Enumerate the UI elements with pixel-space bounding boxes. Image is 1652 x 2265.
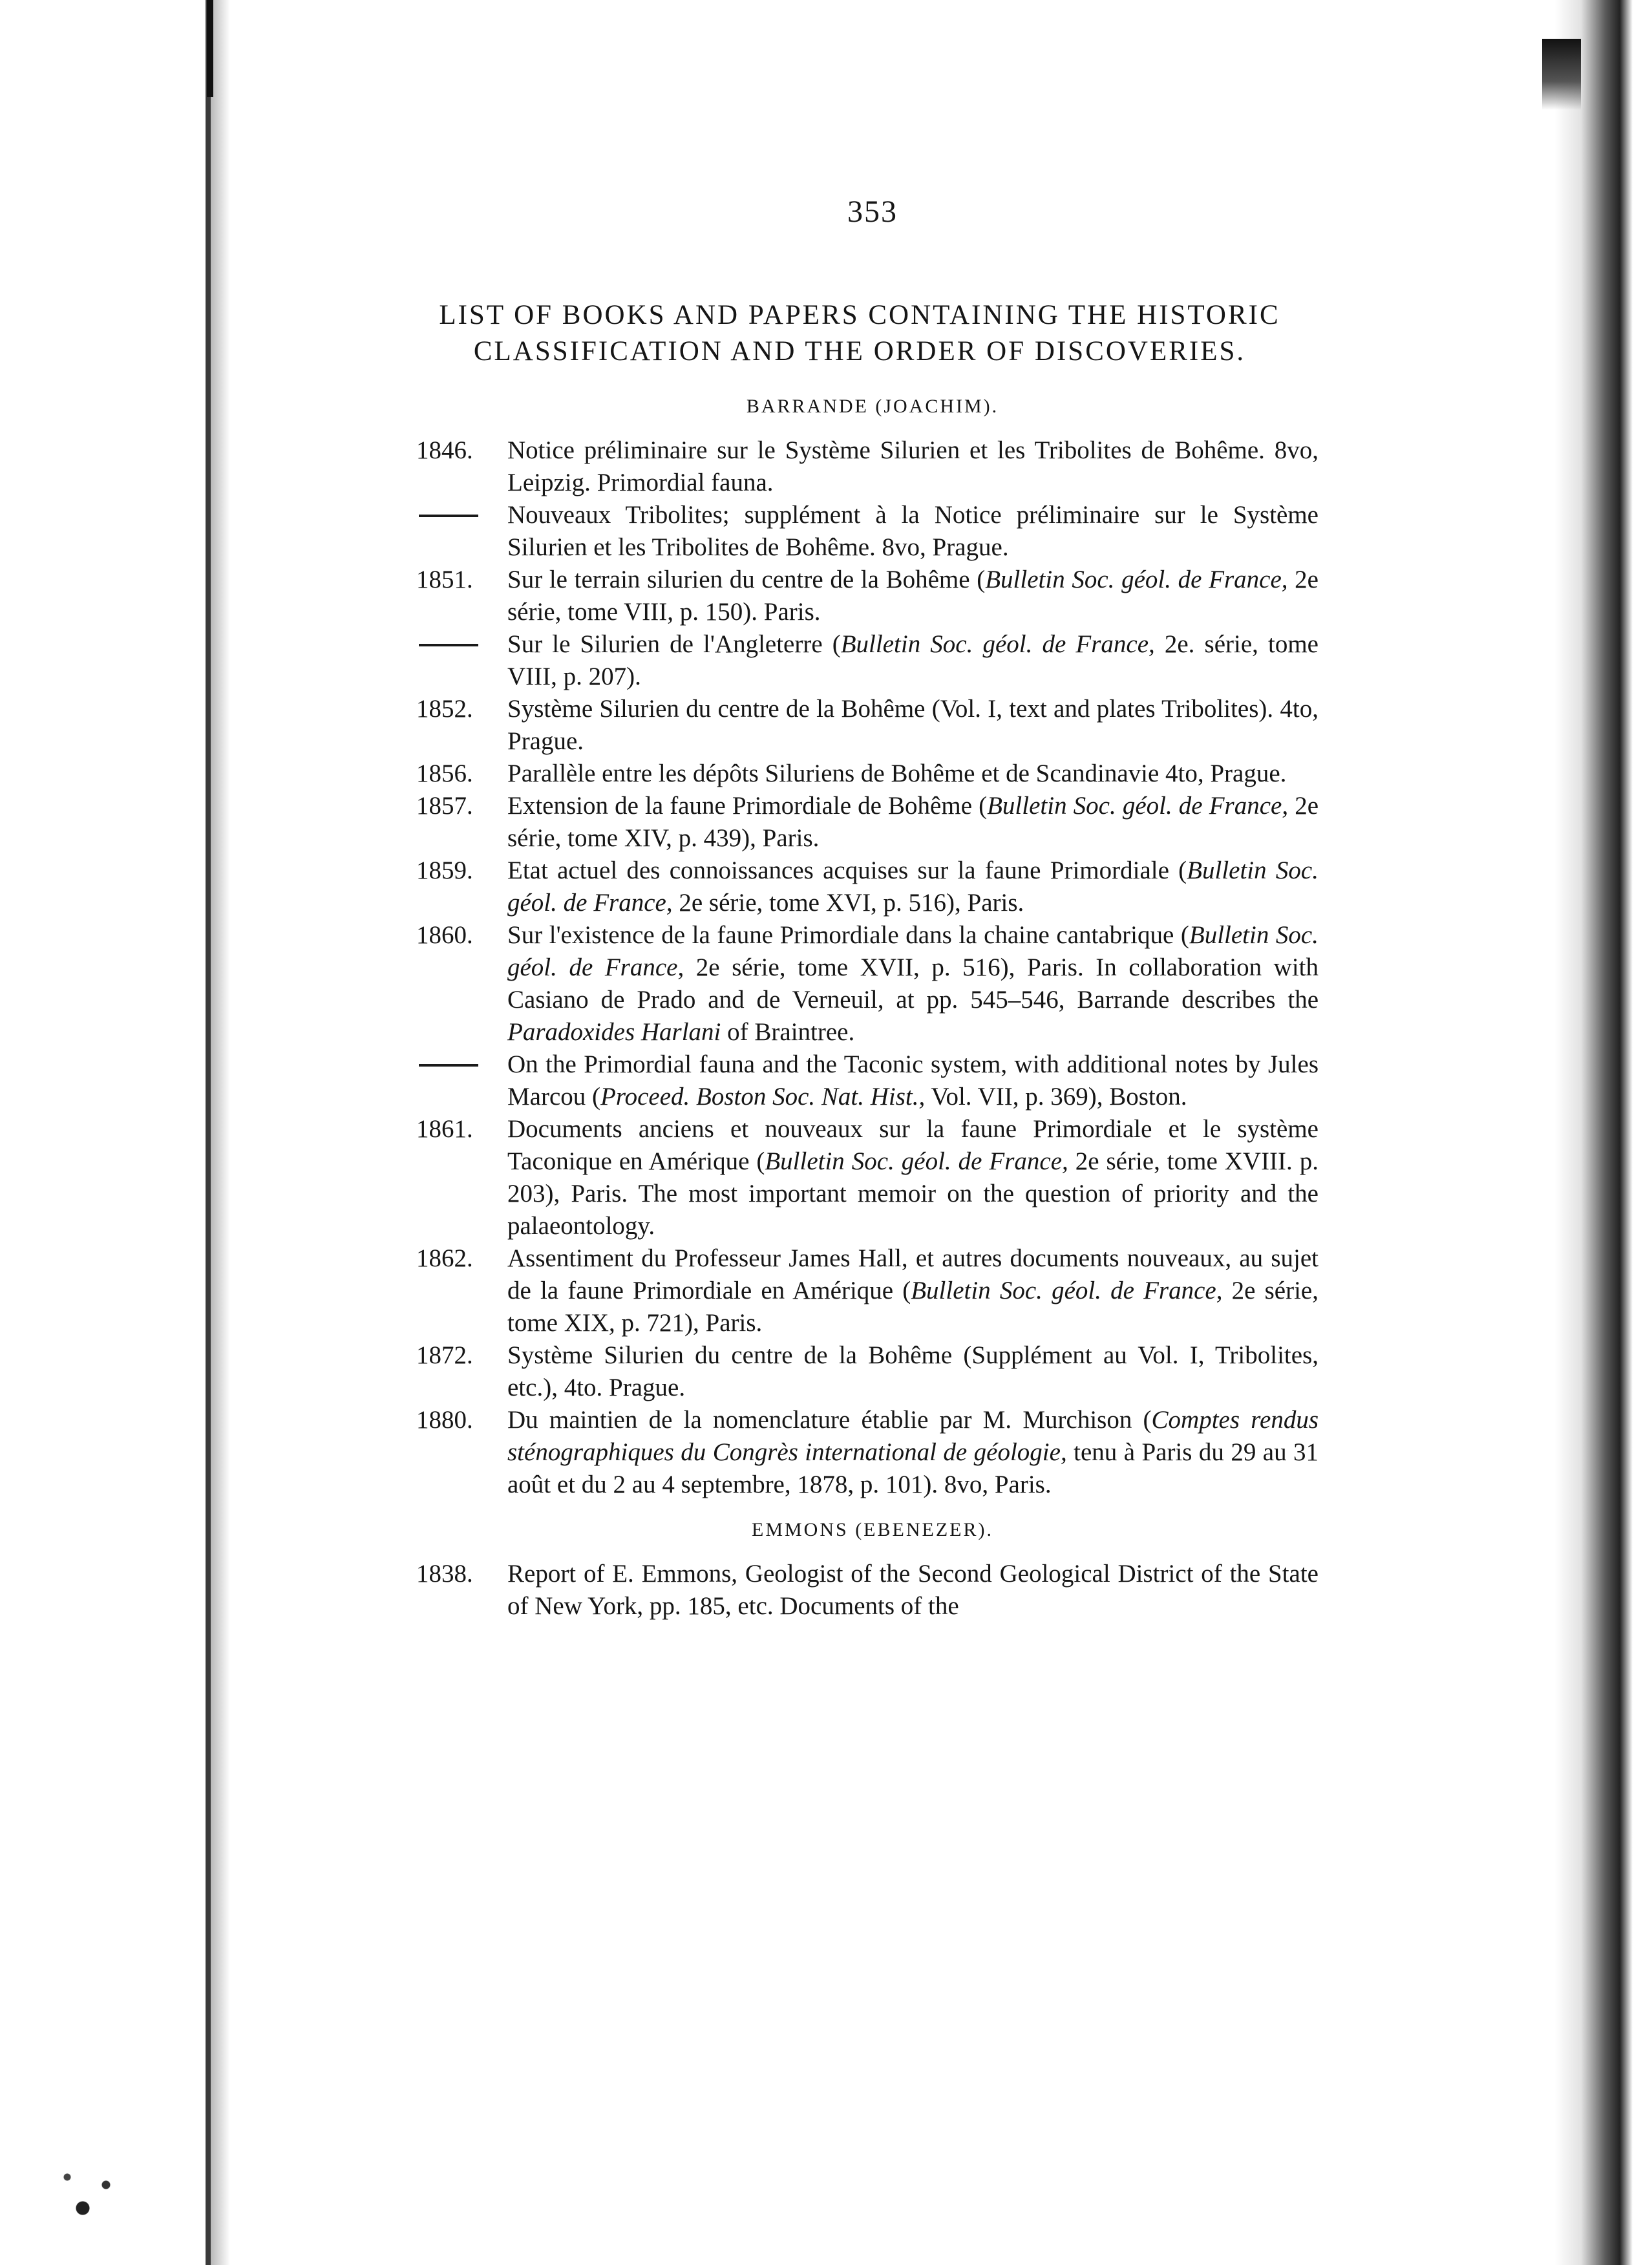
scan-left-margin — [0, 0, 226, 2265]
section-author: BARRANDE (JOACHIM). — [746, 396, 999, 417]
entry-year: 1862. — [416, 1244, 473, 1272]
entry-text-part: 2e série, tome XVI, p. 516), Paris. — [672, 889, 1024, 917]
entry-journal: Bulletin Soc. géol. de France, — [911, 1277, 1223, 1304]
bibliography-entry — [401, 1339, 1318, 1404]
entry-text-part: Etat actuel des connoissances acquises sur la faune Primordiale ( — [507, 856, 1187, 884]
entry-text-part: of Braintree. — [721, 1018, 855, 1046]
entry-year: 1859. — [416, 856, 473, 884]
scan-mark — [207, 0, 213, 97]
entry-text-part: Sur le Silurien de l'Angleterre ( — [507, 630, 841, 658]
bibliography-entry — [401, 919, 1318, 1048]
ditto-dash — [419, 1064, 478, 1067]
bibliography-entry — [401, 499, 1318, 564]
entry-year: 1860. — [416, 921, 473, 949]
entry-journal: Bulletin Soc. géol. de France, — [985, 566, 1288, 593]
entry-text-part: 2e série, tome XIV, p. 439), Paris. — [507, 792, 1318, 852]
page-number: 353 — [847, 195, 898, 229]
bibliography-entry — [401, 1113, 1318, 1242]
heading-line: CLASSIFICATION AND THE ORDER OF DISCOVERIES. — [473, 336, 1246, 367]
page-heading — [401, 297, 1318, 370]
entry-journal: Bulletin Soc. géol. de France, — [840, 630, 1155, 658]
entry-text-part: 2e série, tome XIX, p. 721), Paris. — [507, 1277, 1318, 1337]
entry-year: 1852. — [416, 695, 473, 723]
book-spine-edge — [206, 0, 211, 2265]
ditto-dash — [419, 644, 478, 646]
entry-year: 1872. — [416, 1341, 473, 1369]
entry-text: Notice préliminaire sur le Système Silurien et les Tribolites de Bohême. 8vo, Leipzig. Primordial fauna. — [507, 436, 1318, 496]
bibliography-entry — [401, 855, 1318, 919]
entry-journal: Proceed. Boston Soc. Nat. Hist., — [600, 1083, 926, 1111]
entry-year: 1838. — [416, 1560, 473, 1588]
entry-journal: Comptes rendus sténographiques du Congrès international de géologie, — [507, 1406, 1318, 1466]
bibliography-entry — [401, 1404, 1318, 1501]
entry-text: Nouveaux Tribolites; supplément à la Notice préliminaire sur le Système Silurien et les Tribolites de Bohême. 8vo, Prague. — [507, 501, 1318, 561]
page-content — [401, 194, 1318, 1622]
entry-text-part: Documents anciens et nouveaux sur la faune Primordiale et le système Taconique en Amérique ( — [507, 1115, 1318, 1175]
entry-text — [507, 1115, 1318, 1240]
entry-text — [507, 1406, 1318, 1498]
bibliography-entry — [401, 564, 1318, 628]
entry-year: 1880. — [416, 1406, 473, 1434]
entry-year: 1846. — [416, 436, 473, 464]
entry-text: Report of E. Emmons, Geologist of the Second Geological District of the State of New York, pp. 185, etc. Documents of the — [507, 1560, 1318, 1620]
entry-journal: Bulletin Soc. géol. de France, — [507, 921, 1318, 981]
entry-text — [507, 1050, 1318, 1111]
bibliography-entry — [401, 758, 1318, 790]
entry-year: 1861. — [416, 1115, 473, 1143]
section-author: EMMONS (EBENEZER). — [752, 1519, 993, 1540]
entry-text-part: 2e série, tome XVII, p. 516), Paris. In collaboration with Casiano de Prado and de Verneuil, at pp. 545–546, Barrande describes the — [507, 953, 1318, 1014]
entry-text-part: Extension de la faune Primordiale de Bohême ( — [507, 792, 988, 820]
entry-text — [507, 1244, 1318, 1337]
ditto-dash — [419, 515, 478, 517]
entry-text: Parallèle entre les dépôts Siluriens de Bohême et de Scandinavie 4to, Prague. — [507, 760, 1287, 787]
bibliography-entry — [401, 790, 1318, 855]
entry-species-name: Paradoxides Harlani — [507, 1018, 721, 1046]
entry-text-part: 2e série, tome XVIII. p. 203), Paris. The most important memoir on the question of priority and the palaeontology. — [507, 1147, 1318, 1240]
scan-corner-shadow — [1542, 39, 1581, 110]
entry-text-part: tenu à Paris du 29 au 31 août et du 2 au 4 septembre, 1878, p. 101). 8vo, Paris. — [507, 1438, 1319, 1498]
bibliography-entry — [401, 1558, 1318, 1622]
entry-journal: Bulletin Soc. géol. de France, — [765, 1147, 1068, 1175]
entry-text-part: Du maintien de la nomenclature établie par M. Murchison ( — [507, 1406, 1152, 1434]
spine-shadow — [211, 0, 230, 2265]
entry-text: Système Silurien du centre de la Bohême (Supplément au Vol. I, Tribolites, etc.), 4to. Prague. — [507, 1341, 1318, 1401]
entry-text-part: Assentiment du Professeur James Hall, et autres documents nouveaux, au sujet de la faune Primordiale en Amérique ( — [507, 1244, 1318, 1304]
entry-text-part: On the Primordial fauna and the Taconic system, with additional notes by Jules Marcou ( — [507, 1050, 1318, 1111]
bibliography-entry — [401, 693, 1318, 758]
entry-text — [507, 566, 1318, 626]
bibliography-entry — [401, 628, 1318, 693]
entry-journal: Bulletin Soc. géol. de France, — [987, 792, 1289, 820]
entry-text-part: 2e. série, tome VIII, p. 207). — [507, 630, 1318, 690]
entry-text — [507, 856, 1318, 917]
scan-specks — [52, 2162, 129, 2239]
entry-journal: Bulletin Soc. géol. de France, — [507, 856, 1318, 917]
bibliography-entry — [401, 434, 1318, 499]
entry-text-part: Sur l'existence de la faune Primordiale dans la chaine cantabrique ( — [507, 921, 1189, 949]
entry-text-part: Vol. VII, p. 369), Boston. — [925, 1083, 1187, 1111]
entry-text-part: 2e série, tome VIII, p. 150). Paris. — [507, 566, 1318, 626]
entry-text — [507, 630, 1318, 690]
entry-text — [507, 792, 1318, 852]
heading-line: LIST OF BOOKS AND PAPERS CONTAINING THE HISTORIC — [439, 300, 1280, 330]
entry-text — [507, 921, 1318, 1046]
entry-text: Système Silurien du centre de la Bohême (Vol. I, text and plates Tribolites). 4to, Prague. — [507, 695, 1318, 755]
entry-year: 1851. — [416, 566, 473, 593]
entry-year: 1857. — [416, 792, 473, 820]
bibliography-entry — [401, 1048, 1318, 1113]
entry-text-part: Sur le terrain silurien du centre de la Bohême ( — [507, 566, 986, 593]
scan-right-edge — [1555, 0, 1652, 2265]
entry-year: 1856. — [416, 760, 473, 787]
bibliography-entry — [401, 1242, 1318, 1339]
